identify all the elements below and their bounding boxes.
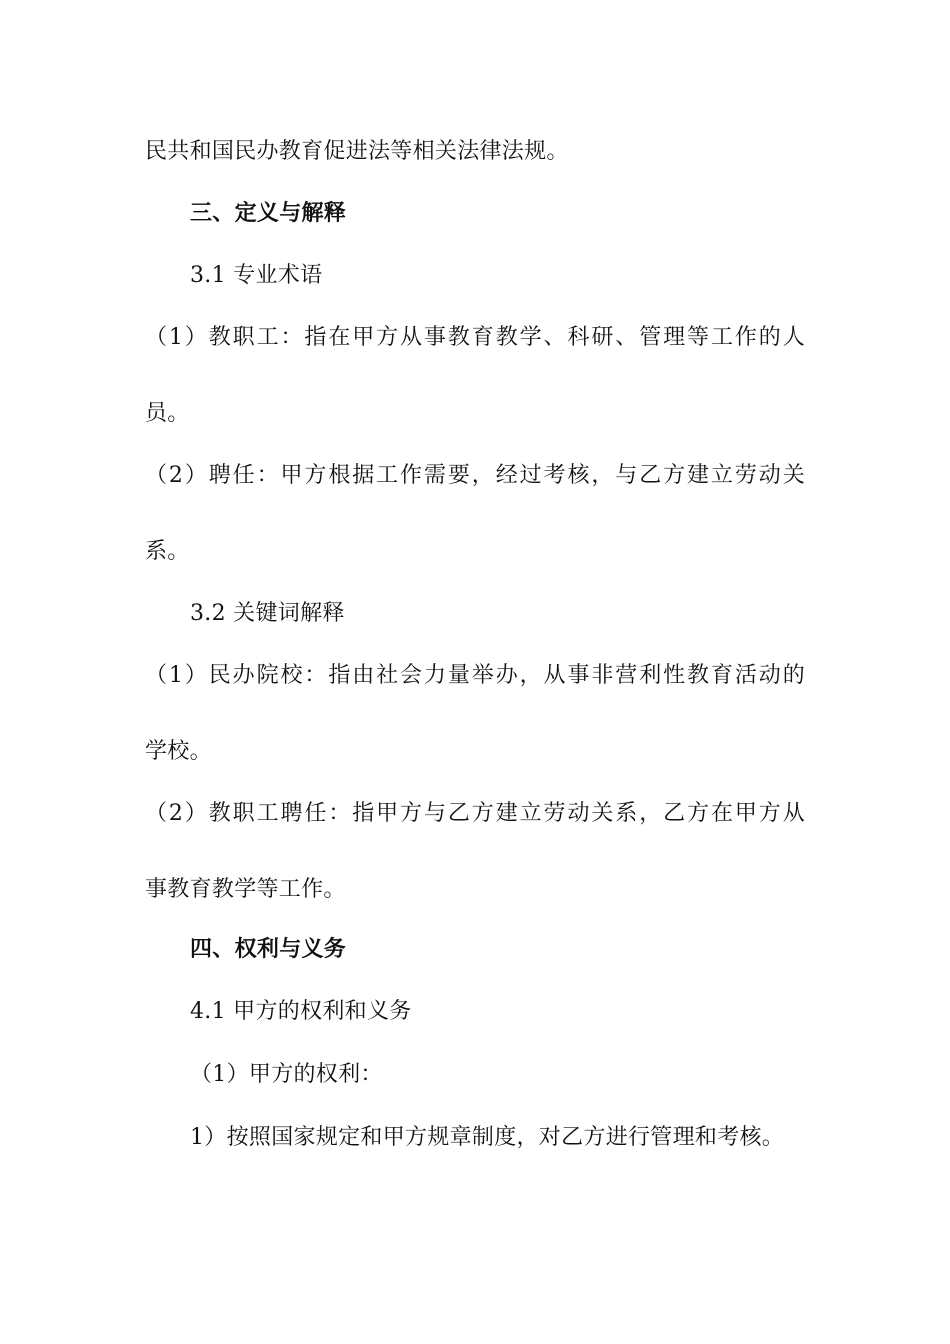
paragraph-line: （1）教职工：指在甲方从事教育教学、科研、管理等工作的人 <box>145 325 805 350</box>
section-heading: 三、定义与解释 <box>190 201 347 226</box>
paragraph-line: 民共和国民办教育促进法等相关法律法规。 <box>145 139 569 164</box>
subsection-heading: 4.1 甲方的权利和义务 <box>190 999 412 1024</box>
paragraph-line: （2）聘任：甲方根据工作需要，经过考核，与乙方建立劳动关 <box>145 463 805 488</box>
paragraph-line: （1）甲方的权利： <box>190 1062 383 1087</box>
subsection-heading: 3.2 关键词解释 <box>190 601 345 626</box>
subsection-heading: 3.1 专业术语 <box>190 263 323 288</box>
paragraph-line: 系。 <box>145 539 190 564</box>
paragraph-line: 事教育教学等工作。 <box>145 877 346 902</box>
paragraph-line: （2）教职工聘任：指甲方与乙方建立劳动关系，乙方在甲方从 <box>145 801 805 826</box>
paragraph-line: 1）按照国家规定和甲方规章制度，对乙方进行管理和考核。 <box>190 1125 785 1150</box>
paragraph-line: （1）民办院校：指由社会力量举办，从事非营利性教育活动的 <box>145 663 805 688</box>
section-heading: 四、权利与义务 <box>190 937 347 962</box>
paragraph-line: 员。 <box>145 401 190 426</box>
paragraph-line: 学校。 <box>145 739 212 764</box>
